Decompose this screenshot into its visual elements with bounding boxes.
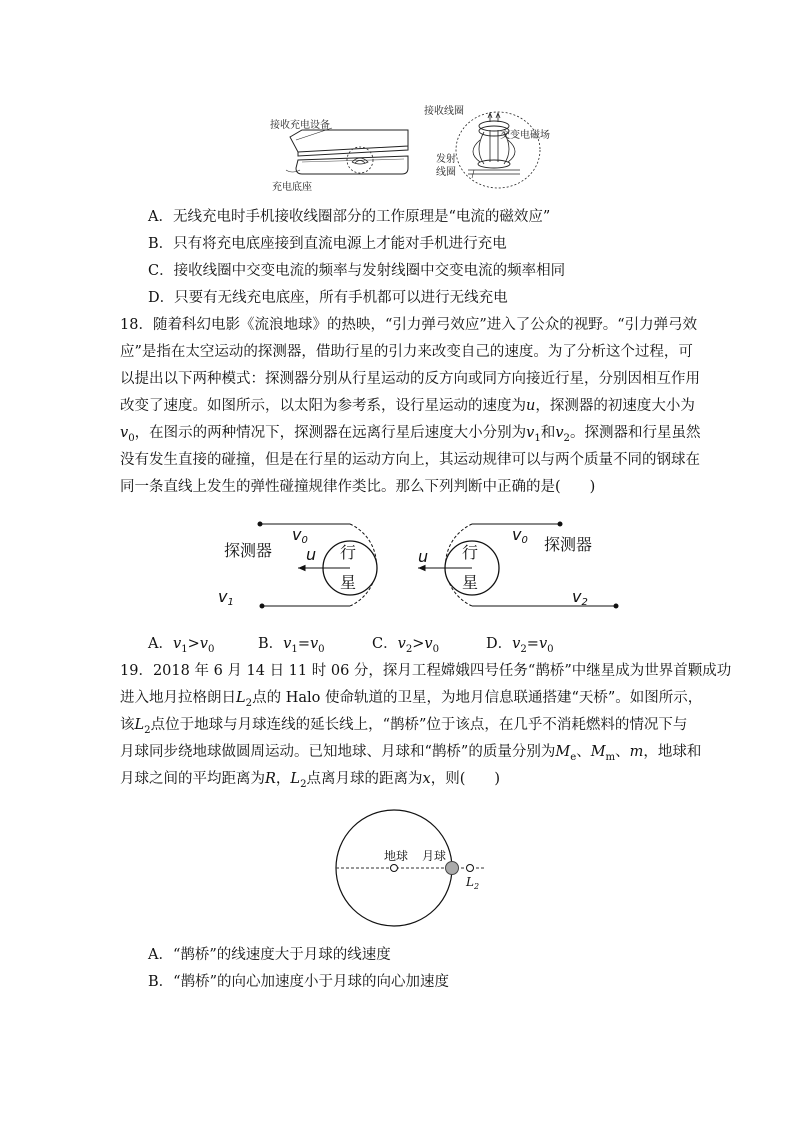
label-charging-base: 充电底座 [272, 182, 312, 193]
label-transmit-coil-2: 线圈 [436, 167, 456, 178]
q18-line-7: 同一条直线上发生的弹性碰撞规律作类比。那么下列判断中正确的是( ) [120, 479, 596, 495]
gravity-slingshot-figure [210, 512, 630, 624]
label-transmit-coil-1: 发射 [436, 154, 456, 165]
q19-line-1: 19．2018 年 6 月 14 日 11 时 06 分，探月工程嫦娥四号任务“鹊桥”中继星成为世界首颗成功 [120, 663, 732, 679]
q17-option-c: C．接收线圈中交变电流的频率与发射线圈中交变电流的频率相同 [148, 263, 566, 279]
q18-option-d: D．$v_2=v_0$ [486, 636, 554, 655]
planet-label-2a: 行 [462, 543, 479, 562]
planet-label-1b: 星 [340, 573, 357, 592]
probe-label-right: 探测器 [544, 535, 593, 554]
q17-option-b: B．只有将充电底座接到直流电源上才能对手机进行充电 [148, 236, 507, 252]
v0-label-left: v0 [292, 525, 308, 546]
q19-line-2: 进入地月拉格朗日$L_2$点的 Halo 使命轨道的卫星，为地月信息联通搭建“天桥”。如图所示， [120, 690, 703, 709]
earth-moon-l2-figure [332, 800, 492, 934]
moon-label: 月球 [422, 849, 447, 863]
l2-label: $L_2$ [466, 875, 480, 891]
q18-option-c: C．$v_2>v_0$ [372, 636, 440, 655]
q18-line-6: 没有发生直接的碰撞，但是在行星的运动方向上，其运动规律可以与两个质量不同的钢球在 [120, 452, 700, 468]
probe-label-left: 探测器 [224, 541, 273, 560]
q17-option-a: A．无线充电时手机接收线圈部分的工作原理是“电流的磁效应” [148, 209, 551, 225]
label-receiving-coil: 接收线圈 [424, 106, 464, 117]
v0-label-right: v0 [512, 525, 528, 546]
q18-option-a: A．$v_1>v_0$ [148, 636, 215, 655]
q17-option-d: D．只要有无线充电底座，所有手机都可以进行无线充电 [148, 290, 508, 306]
q18-line-4: 改变了速度。如图所示，以太阳为参考系，设行星运动的速度为u，探测器的初速度大小为 [120, 398, 695, 414]
u-label-right: u [418, 547, 429, 566]
q19-option-a: A．“鹊桥”的线速度大于月球的线速度 [148, 947, 391, 963]
q18-line-5: $v_0$，在图示的两种情况下，探测器在远离行星后速度大小分别为$v_1$和$v_2$。探测器和行星虽然 [120, 425, 701, 444]
q18-line-1: 18．随着科幻电影《流浪地球》的热映，“引力弹弓效应”进入了公众的视野。“引力弹弓效 [120, 317, 698, 333]
earth-label: 地球 [384, 849, 409, 863]
q18-line-3: 以提出以下两种模式：探测器分别从行星运动的反方向或同方向接近行星，分别因相互作用 [120, 371, 700, 387]
v1-label: v1 [218, 587, 234, 608]
q19-line-3: 该$L_2$点位于地球与月球连线的延长线上，“鹊桥”位于该点，在几乎不消耗燃料的情况下与 [120, 717, 688, 736]
q19-option-b: B．“鹊桥”的向心加速度小于月球的向心加速度 [148, 974, 449, 990]
q19-line-4: 月球同步绕地球做圆周运动。已知地球、月球和“鹊桥”的质量分别为$M_e$、$M_m$、m，地球和 [120, 744, 702, 763]
q18-option-b: B．$v_1=v_0$ [258, 636, 325, 655]
q19-line-5: 月球之间的平均距离为R，$L_2$点离月球的距离为x，则( ) [120, 771, 501, 790]
q18-line-2: 应”是指在太空运动的探测器，借助行星的引力来改变自己的速度。为了分析这个过程，可 [120, 344, 693, 360]
wireless-charging-figure [262, 100, 562, 195]
planet-label-2b: 星 [462, 573, 479, 592]
label-receiving-device: 接收充电设备 [270, 120, 330, 131]
u-label-left: u [306, 545, 317, 564]
label-ac-field: 交变电磁场 [500, 130, 550, 141]
planet-label-1a: 行 [340, 543, 357, 562]
v2-label: v2 [572, 587, 588, 608]
